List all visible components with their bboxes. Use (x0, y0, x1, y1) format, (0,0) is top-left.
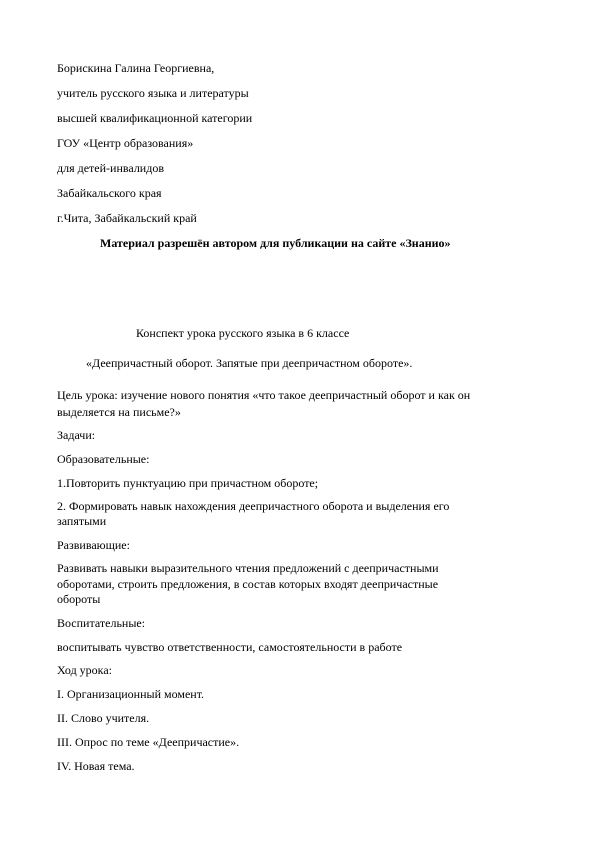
author-name: Борискина Галина Георгиевна, (57, 61, 215, 75)
author-city: г.Чита, Забайкальский край (57, 211, 197, 225)
author-organization: ГОУ «Центр образования» (57, 136, 194, 150)
author-organization-line2: для детей-инвалидов (57, 161, 164, 175)
course-step-3: III. Опрос по теме «Деепричастие». (57, 735, 240, 749)
educational-item-2-line2: запятыми (57, 514, 107, 528)
educational-item-2-line1: 2. Формировать навык нахождения деепричастного оборота и выделения его (57, 499, 450, 513)
author-category: высшей квалификационной категории (57, 111, 253, 125)
developing-text-line3: обороты (57, 592, 101, 606)
developing-heading: Развивающие: (57, 538, 130, 552)
developing-text-line2: оборотами, строить предложения, в состав которых входят деепричастные (57, 577, 439, 591)
upbringing-text: воспитывать чувство ответственности, самостоятельности в работе (57, 640, 403, 654)
author-position: учитель русского языка и литературы (57, 86, 249, 100)
lesson-title: Конспект урока русского языка в 6 классе (136, 326, 350, 340)
author-region: Забайкальского края (57, 186, 162, 200)
publication-permission: Материал разрешён автором для публикации на сайте «Знанио» (100, 236, 451, 250)
educational-heading: Образовательные: (57, 452, 150, 466)
lesson-goal-line2: выделяется на письме?» (57, 405, 181, 419)
developing-text-line1: Развивать навыки выразительного чтения предложений с деепричастными (57, 561, 439, 575)
course-step-1: I. Организационный момент. (57, 687, 205, 701)
lesson-topic: «Деепричастный оборот. Запятые при деепричастном обороте». (86, 356, 413, 370)
course-step-4: IV. Новая тема. (57, 759, 135, 773)
lesson-goal-line1: Цель урока: изучение нового понятия «что такое деепричастный оборот и как он (57, 388, 471, 402)
course-step-2: II. Слово учителя. (57, 711, 150, 725)
tasks-heading: Задачи: (57, 428, 96, 442)
educational-item-1: 1.Повторить пунктуацию при причастном обороте; (57, 476, 319, 490)
course-heading: Ход урока: (57, 663, 112, 677)
upbringing-heading: Воспитательные: (57, 616, 146, 630)
